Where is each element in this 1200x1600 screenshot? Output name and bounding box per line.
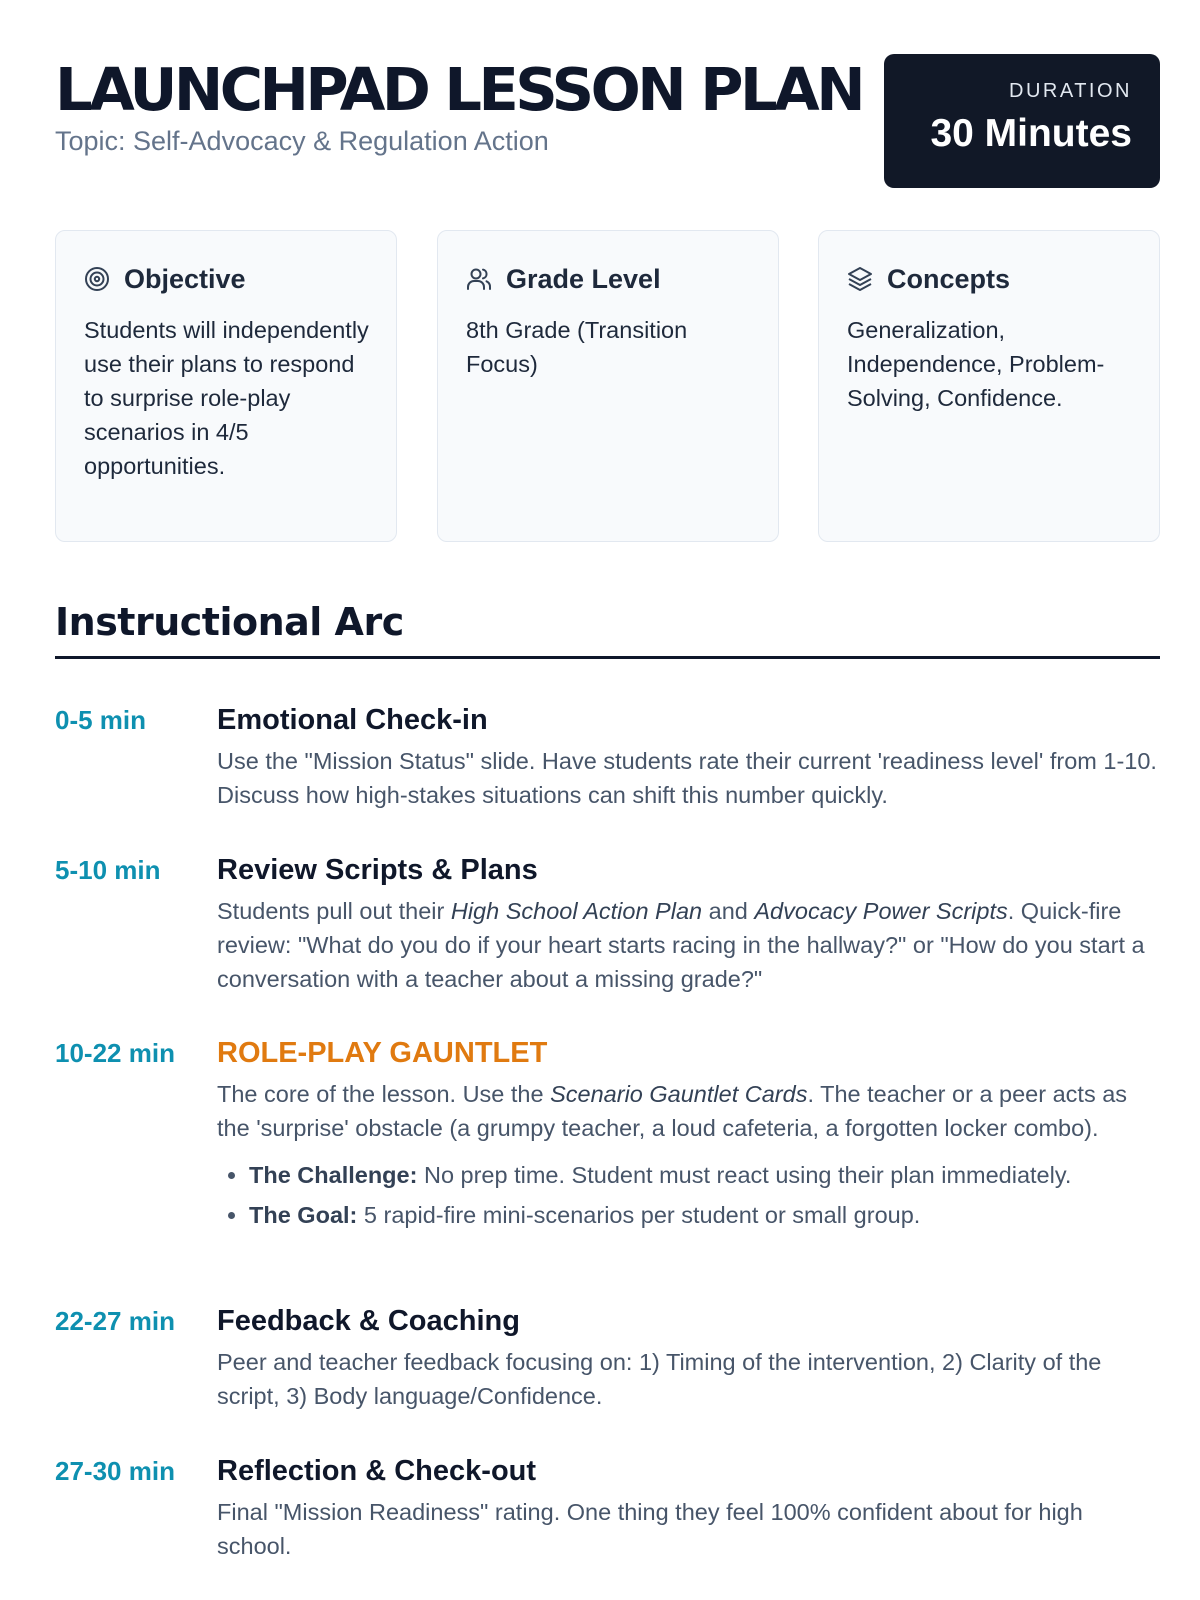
step-time: 10-22 min xyxy=(55,1038,175,1068)
target-icon xyxy=(84,266,110,292)
step-title: Review Scripts & Plans xyxy=(217,854,538,886)
card-body: Students will independently use their plans to respond to surprise role-play scenarios in 4/5 opportunities. xyxy=(84,317,369,479)
duration-value: 30 Minutes xyxy=(930,112,1132,155)
step-description: Students pull out their High School Action Plan and Advocacy Power Scripts. Quick-fire review: "What do you do if your heart starts racing in the hallway?" or "How do you start a conversation with a teacher about a missing grade?" xyxy=(217,898,1145,992)
step-time: 27-30 min xyxy=(55,1456,175,1486)
section-divider xyxy=(55,656,1160,659)
info-cards xyxy=(55,230,1160,542)
users-icon xyxy=(466,266,492,292)
list-item: • The Goal: 5 rapid-fire mini-scenarios per student or small group. xyxy=(249,1195,1160,1235)
step-time: 0-5 min xyxy=(55,705,147,735)
header xyxy=(55,54,1160,189)
page-title: LAUNCHPAD LESSON PLAN xyxy=(55,55,863,124)
card-title: Concepts xyxy=(887,264,1011,294)
card-title: Grade Level xyxy=(506,264,661,294)
step-description: Final "Mission Readiness" rating. One thing they feel 100% confident about for high school. xyxy=(217,1499,1083,1559)
card-body: Generalization, Independence, Problem-Solving, Confidence. xyxy=(847,317,1105,411)
step-time: 5-10 min xyxy=(55,855,161,885)
step-description: Peer and teacher feedback focusing on: 1) Timing of the intervention, 2) Clarity of the script, 3) Body language/Confidence. xyxy=(217,1349,1102,1409)
grade-level-card xyxy=(437,230,779,542)
page-subtitle: Topic: Self-Advocacy & Regulation Action xyxy=(55,126,549,156)
step-time: 22-27 min xyxy=(55,1306,175,1336)
document-title: High School Action Plan xyxy=(450,898,703,924)
step-title: Emotional Check-in xyxy=(217,704,488,736)
duration-label: DURATION xyxy=(1009,80,1132,102)
step-title: Feedback & Coaching xyxy=(217,1305,520,1337)
step-title: Reflection & Check-out xyxy=(217,1455,537,1487)
section-title: Instructional Arc xyxy=(55,600,404,644)
layers-icon xyxy=(847,266,873,292)
step-description: Use the "Mission Status" slide. Have students rate their current 'readiness level' from 1-10. Discuss how high-stakes situations can shift this number quickly. xyxy=(217,748,1157,808)
card-body: 8th Grade (Transition Focus) xyxy=(466,317,688,377)
concepts-card xyxy=(818,230,1160,542)
document-title: Advocacy Power Scripts xyxy=(754,898,1008,924)
step-description: The core of the lesson. Use the Scenario Gauntlet Cards. The teacher or a peer acts as the 'surprise' obstacle (a grumpy teacher, a loud cafeteria, a forgotten locker combo). xyxy=(217,1081,1128,1141)
card-title: Objective xyxy=(124,264,246,294)
list-item: • The Challenge: No prep time. Student must react using their plan immediately. xyxy=(249,1155,1160,1195)
step-bullets xyxy=(217,1155,1160,1235)
duration-badge xyxy=(884,54,1160,188)
objective-card xyxy=(55,230,397,542)
step-title: ROLE-PLAY GAUNTLET xyxy=(217,1037,548,1069)
document-title: Scenario Gauntlet Cards xyxy=(550,1081,808,1107)
